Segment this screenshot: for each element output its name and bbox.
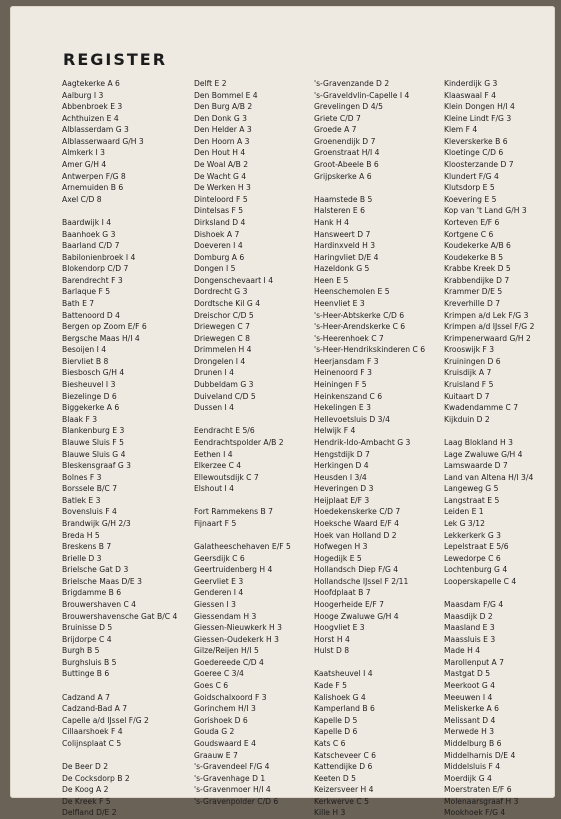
index-entry: Klein Dongen H/I 4 xyxy=(444,102,515,112)
index-entry: Hekelingen E 3 xyxy=(314,403,371,413)
index-entry: Gorinchem H/I 3 xyxy=(194,704,256,714)
index-entry: Elshout I 4 xyxy=(194,484,235,494)
index-entry: Hengstdijk D 7 xyxy=(314,449,370,459)
index-entry: Gouda G 2 xyxy=(194,727,235,737)
index-entry: Giessen I 3 xyxy=(194,600,236,610)
index-entry: Borssele B/C 7 xyxy=(62,484,118,494)
index-entry: Marollenput A 7 xyxy=(444,657,504,667)
index-entry: Kijkduin D 2 xyxy=(444,414,490,424)
index-entry: Battenoord D 4 xyxy=(62,310,120,320)
index-entry: Heerjansdam F 3 xyxy=(314,356,379,366)
index-entry: Kop van 't Land G/H 3 xyxy=(444,206,527,216)
index-entry: Dordrecht G 3 xyxy=(194,287,248,297)
index-entry: Blaak F 3 xyxy=(62,414,98,424)
index-entry: Brouwershaven C 4 xyxy=(62,600,136,610)
index-entry: Krimpenerwaard G/H 2 xyxy=(444,333,531,343)
index-entry: Hulst D 8 xyxy=(314,646,350,656)
index-entry: Made H 4 xyxy=(444,646,481,656)
index-entry: Drunen I 4 xyxy=(194,368,234,378)
index-entry: Kleverskerke B 6 xyxy=(444,136,508,146)
index-entry: Lekkerkerk G 3 xyxy=(444,530,501,540)
index-entry: Den Hout H 4 xyxy=(194,148,246,158)
index-entry: Geervliet E 3 xyxy=(194,576,244,586)
index-entry: 's-Gravendeel F/G 4 xyxy=(194,762,270,772)
index-entry: Heen E 5 xyxy=(314,275,349,285)
index-entry: Kerkwerve C 5 xyxy=(314,796,369,806)
index-entry: Koudekerke A/B 6 xyxy=(444,241,511,251)
index-entry: Cadzand A 7 xyxy=(62,692,110,702)
index-entry: Den Burg A/B 2 xyxy=(194,102,253,112)
index-entry: Griete C/D 7 xyxy=(314,113,361,123)
index-entry: Bovensluis F 4 xyxy=(62,507,117,517)
index-entry: 's-Gravenhage D 1 xyxy=(194,773,266,783)
index-entry: Fort Rammekens B 7 xyxy=(194,507,273,517)
spacer xyxy=(444,587,561,599)
index-entry: Groenendijk D 7 xyxy=(314,136,376,146)
index-entry: Maasdijk D 2 xyxy=(444,611,493,621)
index-entry: Kruisland F 5 xyxy=(444,380,494,390)
index-entry: Koudekerke B 5 xyxy=(444,252,504,262)
spacer xyxy=(194,530,322,542)
index-entry: Groede A 7 xyxy=(314,125,357,135)
index-entry: Dongen I 5 xyxy=(194,264,236,274)
index-entry: Eendracht E 5/6 xyxy=(194,426,255,436)
index-entry: Looperskapelle C 4 xyxy=(444,576,517,586)
index-entry: Genderen I 4 xyxy=(194,588,244,598)
index-entry: Heinkenszand C 6 xyxy=(314,391,383,401)
index-entry: Den Hoorn A 3 xyxy=(194,136,250,146)
index-entry: Amer G/H 4 xyxy=(62,160,107,170)
index-entry: De Woal A/B 2 xyxy=(194,160,249,170)
index-entry: Galatheeschehaven E/F 5 xyxy=(194,542,291,552)
index-entry: Middelburg B 6 xyxy=(444,738,502,748)
index-entry: Baardwijk I 4 xyxy=(62,217,112,227)
index-entry: Dishoek A 7 xyxy=(194,229,240,239)
index-entry: Laag Blokland H 3 xyxy=(444,437,513,447)
index-entry: Burghsluis B 5 xyxy=(62,657,117,667)
index-entry: Krammer D/E 5 xyxy=(444,287,503,297)
index-entry: Krimpen a/d Lek F/G 3 xyxy=(444,310,529,320)
index-entry: 's-Gravenpolder C/D 6 xyxy=(194,796,279,806)
index-entry: Baanhoek G 3 xyxy=(62,229,116,239)
index-entry: Eendrachtspolder A/B 2 xyxy=(194,437,284,447)
spacer xyxy=(194,414,322,426)
index-entry: Moerstraten E/F 6 xyxy=(444,785,512,795)
index-entry: Grijpskerke A 6 xyxy=(314,171,372,181)
index-entry: Goidschalxoord F 3 xyxy=(194,692,267,702)
index-entry: Hooge Zwaluwe G/H 4 xyxy=(314,611,399,621)
index-entry: Domburg A 6 xyxy=(194,252,245,262)
index-entry: Alblasserdam G 3 xyxy=(62,125,129,135)
index-entry: Kinderdijk G 3 xyxy=(444,79,498,88)
index-entry: Koevering E 5 xyxy=(444,194,497,204)
spacer xyxy=(62,680,190,692)
index-entry: Giessen-Oudekerk H 3 xyxy=(194,634,279,644)
index-entry: Hofwegen H 3 xyxy=(314,542,368,552)
index-entry: Klutsdorp E 5 xyxy=(444,183,495,193)
index-entry: Goedereede C/D 4 xyxy=(194,657,264,667)
index-entry: Korteven E/F 6 xyxy=(444,217,500,227)
index-entry: Heusden I 3/4 xyxy=(314,472,367,482)
index-entry: Haamstede B 5 xyxy=(314,194,373,204)
index-entry: Drimmelen H 4 xyxy=(194,345,252,355)
index-entry: Kalishoek G 4 xyxy=(314,692,366,702)
index-entry: Klaaswaal F 4 xyxy=(444,90,497,100)
index-entry: Grevelingen D 4/5 xyxy=(314,102,383,112)
index-entry: De Kreek F 5 xyxy=(62,796,111,806)
index-entry: Krabbendijke D 7 xyxy=(444,275,510,285)
index-entry: Dongenschevaart I 4 xyxy=(194,275,274,285)
index-entry: Meerkoot G 4 xyxy=(444,681,495,691)
index-entry: Land van Altena H/I 3/4 xyxy=(444,472,534,482)
index-entry: Cadzand-Bad A 7 xyxy=(62,704,128,714)
index-entry: Hoek van Holland D 2 xyxy=(314,530,397,540)
index-entry: Giessen-Nieuwkerk H 3 xyxy=(194,623,282,633)
index-entry: Barendrecht F 3 xyxy=(62,275,123,285)
index-entry: Den Helder A 3 xyxy=(194,125,252,135)
index-entry: Hendrik-Ido-Ambacht G 3 xyxy=(314,437,411,447)
index-entry: De Cocksdorp B 2 xyxy=(62,773,130,783)
index-entry: Bruinisse D 5 xyxy=(62,623,113,633)
index-entry: Brielsche Gat D 3 xyxy=(62,565,129,575)
index-entry: Helwijk F 4 xyxy=(314,426,356,436)
index-entry: Biggekerke A 6 xyxy=(62,403,120,413)
index-entry: Burgh B 5 xyxy=(62,646,100,656)
index-entry: Katscheveer C 6 xyxy=(314,750,377,760)
index-entry: Langeweg G 5 xyxy=(444,484,499,494)
index-entry: Heinenoord F 3 xyxy=(314,368,372,378)
index-entry: Blokendorp C/D 7 xyxy=(62,264,129,274)
index-entry: Maasdam F/G 4 xyxy=(444,600,504,610)
index-entry: Kamperland B 6 xyxy=(314,704,375,714)
index-column-3 xyxy=(314,78,442,819)
index-entry: Gorishoek D 6 xyxy=(194,715,248,725)
index-entry: 's-Heer-Arendskerke C 6 xyxy=(314,322,406,332)
index-entry: Meliskerke A 6 xyxy=(444,704,499,714)
index-entry: 's-Heer-Hendrikskinderen C 6 xyxy=(314,345,426,355)
index-entry: Almkerk I 3 xyxy=(62,148,105,158)
index-entry: Axel C/D 8 xyxy=(62,194,102,204)
index-entry: Drongelen I 4 xyxy=(194,356,246,366)
index-entry: Eethen I 4 xyxy=(194,449,233,459)
index-entry: Kapelle D 6 xyxy=(314,727,358,737)
index-entry: Batlek E 3 xyxy=(62,495,101,505)
index-entry: Baarland C/D 7 xyxy=(62,241,120,251)
spacer xyxy=(194,495,322,507)
index-entry: Haringvliet D/E 4 xyxy=(314,252,379,262)
index-entry: De Werken H 3 xyxy=(194,183,251,193)
index-entry: Leiden E 1 xyxy=(444,507,484,517)
index-entry: Blauwe Sluis G 4 xyxy=(62,449,126,459)
index-entry: Driewegen C 8 xyxy=(194,333,250,343)
index-entry: Hardinxveld H 3 xyxy=(314,241,376,251)
index-column-4 xyxy=(444,78,561,819)
index-entry: Den Donk G 3 xyxy=(194,113,247,123)
page-title: REGISTER xyxy=(63,50,168,69)
index-entry: 's-Heerenhoek C 7 xyxy=(314,333,384,343)
index-entry: Hansweert D 7 xyxy=(314,229,371,239)
index-entry: Lepelstraat E 5/6 xyxy=(444,542,509,552)
spacer xyxy=(62,750,190,762)
index-entry: Aalburg I 3 xyxy=(62,90,104,100)
index-entry: Molenaarsgraaf H 3 xyxy=(444,796,519,806)
index-entry: Groenstraat H/I 4 xyxy=(314,148,380,158)
index-entry: Hoedekenskerke C/D 7 xyxy=(314,507,401,517)
index-entry: Goeree C 3/4 xyxy=(194,669,244,679)
index-entry: Dinteloord F 5 xyxy=(194,194,248,204)
index-entry: Driewegen C 7 xyxy=(194,322,250,332)
index-entry: Giessendam H 3 xyxy=(194,611,257,621)
index-entry: Middelharnis D/E 4 xyxy=(444,750,516,760)
index-entry: Biezelinge D 6 xyxy=(62,391,117,401)
spacer xyxy=(444,425,561,437)
index-entry: Merwede H 3 xyxy=(444,727,495,737)
index-entry: Lochtenburg G 4 xyxy=(444,565,508,575)
index-entry: Middelsluis F 4 xyxy=(444,762,501,772)
index-entry: Barlaque F 5 xyxy=(62,287,111,297)
index-entry: Heenschemolen E 5 xyxy=(314,287,390,297)
index-entry: Hellevoetsluis D 3/4 xyxy=(314,414,390,424)
index-entry: Kuitaart D 7 xyxy=(444,391,490,401)
index-entry: Moerdijk G 4 xyxy=(444,773,492,783)
index-entry: Abbenbroek E 3 xyxy=(62,102,123,112)
index-entry: Doeveren I 4 xyxy=(194,241,243,251)
index-entry: Babilonienbroek I 4 xyxy=(62,252,136,262)
index-entry: Groot-Abeele B 6 xyxy=(314,160,379,170)
index-entry: Herkingen D 4 xyxy=(314,461,369,471)
index-entry: Heenvliet E 3 xyxy=(314,298,365,308)
index-entry: Maasland E 3 xyxy=(444,623,495,633)
index-entry: Hogedijk E 5 xyxy=(314,553,362,563)
index-entry: 's-Graveldvlin-Capelle I 4 xyxy=(314,90,410,100)
index-entry: Hoofdplaat B 7 xyxy=(314,588,371,598)
index-entry: Bolnes F 3 xyxy=(62,472,102,482)
index-entry: Brielle D 3 xyxy=(62,553,102,563)
index-entry: Maassluis E 3 xyxy=(444,634,496,644)
index-entry: Lewedorpe C 6 xyxy=(444,553,501,563)
index-entry: Kloosterzande D 7 xyxy=(444,160,514,170)
index-entry: Kapelle D 5 xyxy=(314,715,358,725)
index-entry: Ellewoutsdijk C 7 xyxy=(194,472,259,482)
index-entry: Duiveland C/D 5 xyxy=(194,391,256,401)
index-entry: Blauwe Sluis F 5 xyxy=(62,437,124,447)
index-entry: Hollandsch Diep F/G 4 xyxy=(314,565,399,575)
index-entry: Kaatsheuvel I 4 xyxy=(314,669,373,679)
index-entry: Dubbeldam G 3 xyxy=(194,380,254,390)
index-entry: Gilze/Reijen H/I 5 xyxy=(194,646,259,656)
index-entry: Kruiningen D 6 xyxy=(444,356,501,366)
index-entry: Meeuwen I 4 xyxy=(444,692,493,702)
index-entry: Breda H 5 xyxy=(62,530,100,540)
index-entry: Keizersveer H 4 xyxy=(314,785,374,795)
index-entry: Halsteren E 6 xyxy=(314,206,365,216)
index-entry: Brandwijk G/H 2/3 xyxy=(62,518,131,528)
index-entry: Hollandsche IJssel F 2/11 xyxy=(314,576,409,586)
index-entry: Dintelsas F 5 xyxy=(194,206,244,216)
index-entry: Brigdamme B 6 xyxy=(62,588,122,598)
index-entry: Klem F 4 xyxy=(444,125,478,135)
index-entry: Hoogvliet E 3 xyxy=(314,623,365,633)
index-entry: Heveringen D 3 xyxy=(314,484,374,494)
spacer xyxy=(314,657,442,669)
index-entry: Bleskensgraaf G 3 xyxy=(62,461,131,471)
index-entry: Heijplaat E/F 3 xyxy=(314,495,370,505)
index-entry: Den Bommel E 4 xyxy=(194,90,258,100)
spacer xyxy=(314,182,442,194)
index-entry: Kortgene C 6 xyxy=(444,229,494,239)
index-entry: Bergen op Zoom E/F 6 xyxy=(62,322,147,332)
index-entry: Biesbosch G/H 4 xyxy=(62,368,125,378)
index-entry: Graauw E 7 xyxy=(194,750,238,760)
index-entry: Antwerpen F/G 8 xyxy=(62,171,126,181)
index-entry: 's-Gravenzande D 2 xyxy=(314,79,390,88)
index-entry: Buttinge B 6 xyxy=(62,669,110,679)
index-entry: Kille H 3 xyxy=(314,808,346,818)
index-entry: Dussen I 4 xyxy=(194,403,234,413)
index-entry: Alblasserwaard G/H 3 xyxy=(62,136,144,146)
index-column-2 xyxy=(194,78,322,807)
index-column-1 xyxy=(62,78,190,819)
index-entry: Klundert F/G 4 xyxy=(444,171,499,181)
index-entry: Heiningen F 5 xyxy=(314,380,367,390)
index-entry: Mastgat D 5 xyxy=(444,669,491,679)
index-entry: Achthuizen E 4 xyxy=(62,113,119,123)
index-entry: Brielsche Maas D/E 3 xyxy=(62,576,142,586)
index-entry: Biervliet B 8 xyxy=(62,356,109,366)
index-entry: Kruisdijk A 7 xyxy=(444,368,492,378)
index-entry: Dreischor C/D 5 xyxy=(194,310,254,320)
index-entry: Goudswaard E 4 xyxy=(194,738,256,748)
index-entry: Biesheuvel I 3 xyxy=(62,380,116,390)
index-entry: Kade F 5 xyxy=(314,681,348,691)
index-entry: Dordtsche Kil G 4 xyxy=(194,298,261,308)
index-entry: Delft E 2 xyxy=(194,79,227,88)
index-entry: Aagtekerke A 6 xyxy=(62,79,120,88)
index-entry: Mookhoek F/G 4 xyxy=(444,808,506,818)
index-entry: Hoeksche Waard E/F 4 xyxy=(314,518,399,528)
index-entry: Brouwershavensche Gat B/C 4 xyxy=(62,611,178,621)
index-entry: Geersdijk C 6 xyxy=(194,553,245,563)
index-entry: 's-Gravenmoer H/I 4 xyxy=(194,785,271,795)
index-entry: Kleine Lindt F/G 3 xyxy=(444,113,512,123)
index-entry: Kreverhille D 7 xyxy=(444,298,501,308)
index-entry: Delfland D/E 2 xyxy=(62,808,117,818)
index-entry: Krooswijk F 3 xyxy=(444,345,495,355)
index-entry: Lek G 3/12 xyxy=(444,518,485,528)
index-entry: Keeten D 5 xyxy=(314,773,356,783)
index-entry: Hank H 4 xyxy=(314,217,349,227)
index-entry: Kats C 6 xyxy=(314,738,346,748)
index-entry: Besoijen I 4 xyxy=(62,345,107,355)
index-entry: Kattendijke D 6 xyxy=(314,762,373,772)
index-entry: Brijdorpe C 4 xyxy=(62,634,112,644)
index-entry: Lage Zwaluwe G/H 4 xyxy=(444,449,523,459)
index-entry: 's-Heer-Abtskerke C/D 6 xyxy=(314,310,405,320)
index-entry: Hazeldonk G 5 xyxy=(314,264,370,274)
index-entry: Kloetinge C/D 6 xyxy=(444,148,504,158)
index-entry: De Wacht G 4 xyxy=(194,171,247,181)
index-entry: Dirksland D 4 xyxy=(194,217,246,227)
index-entry: Capelle a/d IJssel F/G 2 xyxy=(62,715,149,725)
index-entry: Lamswaarde D 7 xyxy=(444,461,508,471)
index-entry: Kwadendamme C 7 xyxy=(444,403,519,413)
index-entry: Bergsche Maas H/I 4 xyxy=(62,333,140,343)
index-entry: Fijnaart F 5 xyxy=(194,518,237,528)
index-entry: Hoogerheide E/F 7 xyxy=(314,600,384,610)
index-entry: Colijnsplaat C 5 xyxy=(62,738,122,748)
index-entry: Cillaarshoek F 4 xyxy=(62,727,123,737)
index-entry: Goes C 6 xyxy=(194,681,229,691)
index-entry: Krimpen a/d IJssel F/G 2 xyxy=(444,322,535,332)
index-entry: De Koog A 2 xyxy=(62,785,109,795)
index-entry: Elkerzee C 4 xyxy=(194,461,242,471)
index-entry: Horst H 4 xyxy=(314,634,350,644)
index-entry: Bath E 7 xyxy=(62,298,95,308)
index-entry: Arnemuiden B 6 xyxy=(62,183,124,193)
register-page xyxy=(10,6,555,818)
index-entry: Breskens B 7 xyxy=(62,542,112,552)
index-entry: Melissant D 4 xyxy=(444,715,496,725)
index-entry: Blankenburg E 3 xyxy=(62,426,125,436)
index-entry: Geertruidenberg H 4 xyxy=(194,565,273,575)
index-entry: Langstraat E 5 xyxy=(444,495,500,505)
index-entry: Krabbe Kreek D 5 xyxy=(444,264,511,274)
spacer xyxy=(62,205,190,217)
index-entry: De Beer D 2 xyxy=(62,762,109,772)
